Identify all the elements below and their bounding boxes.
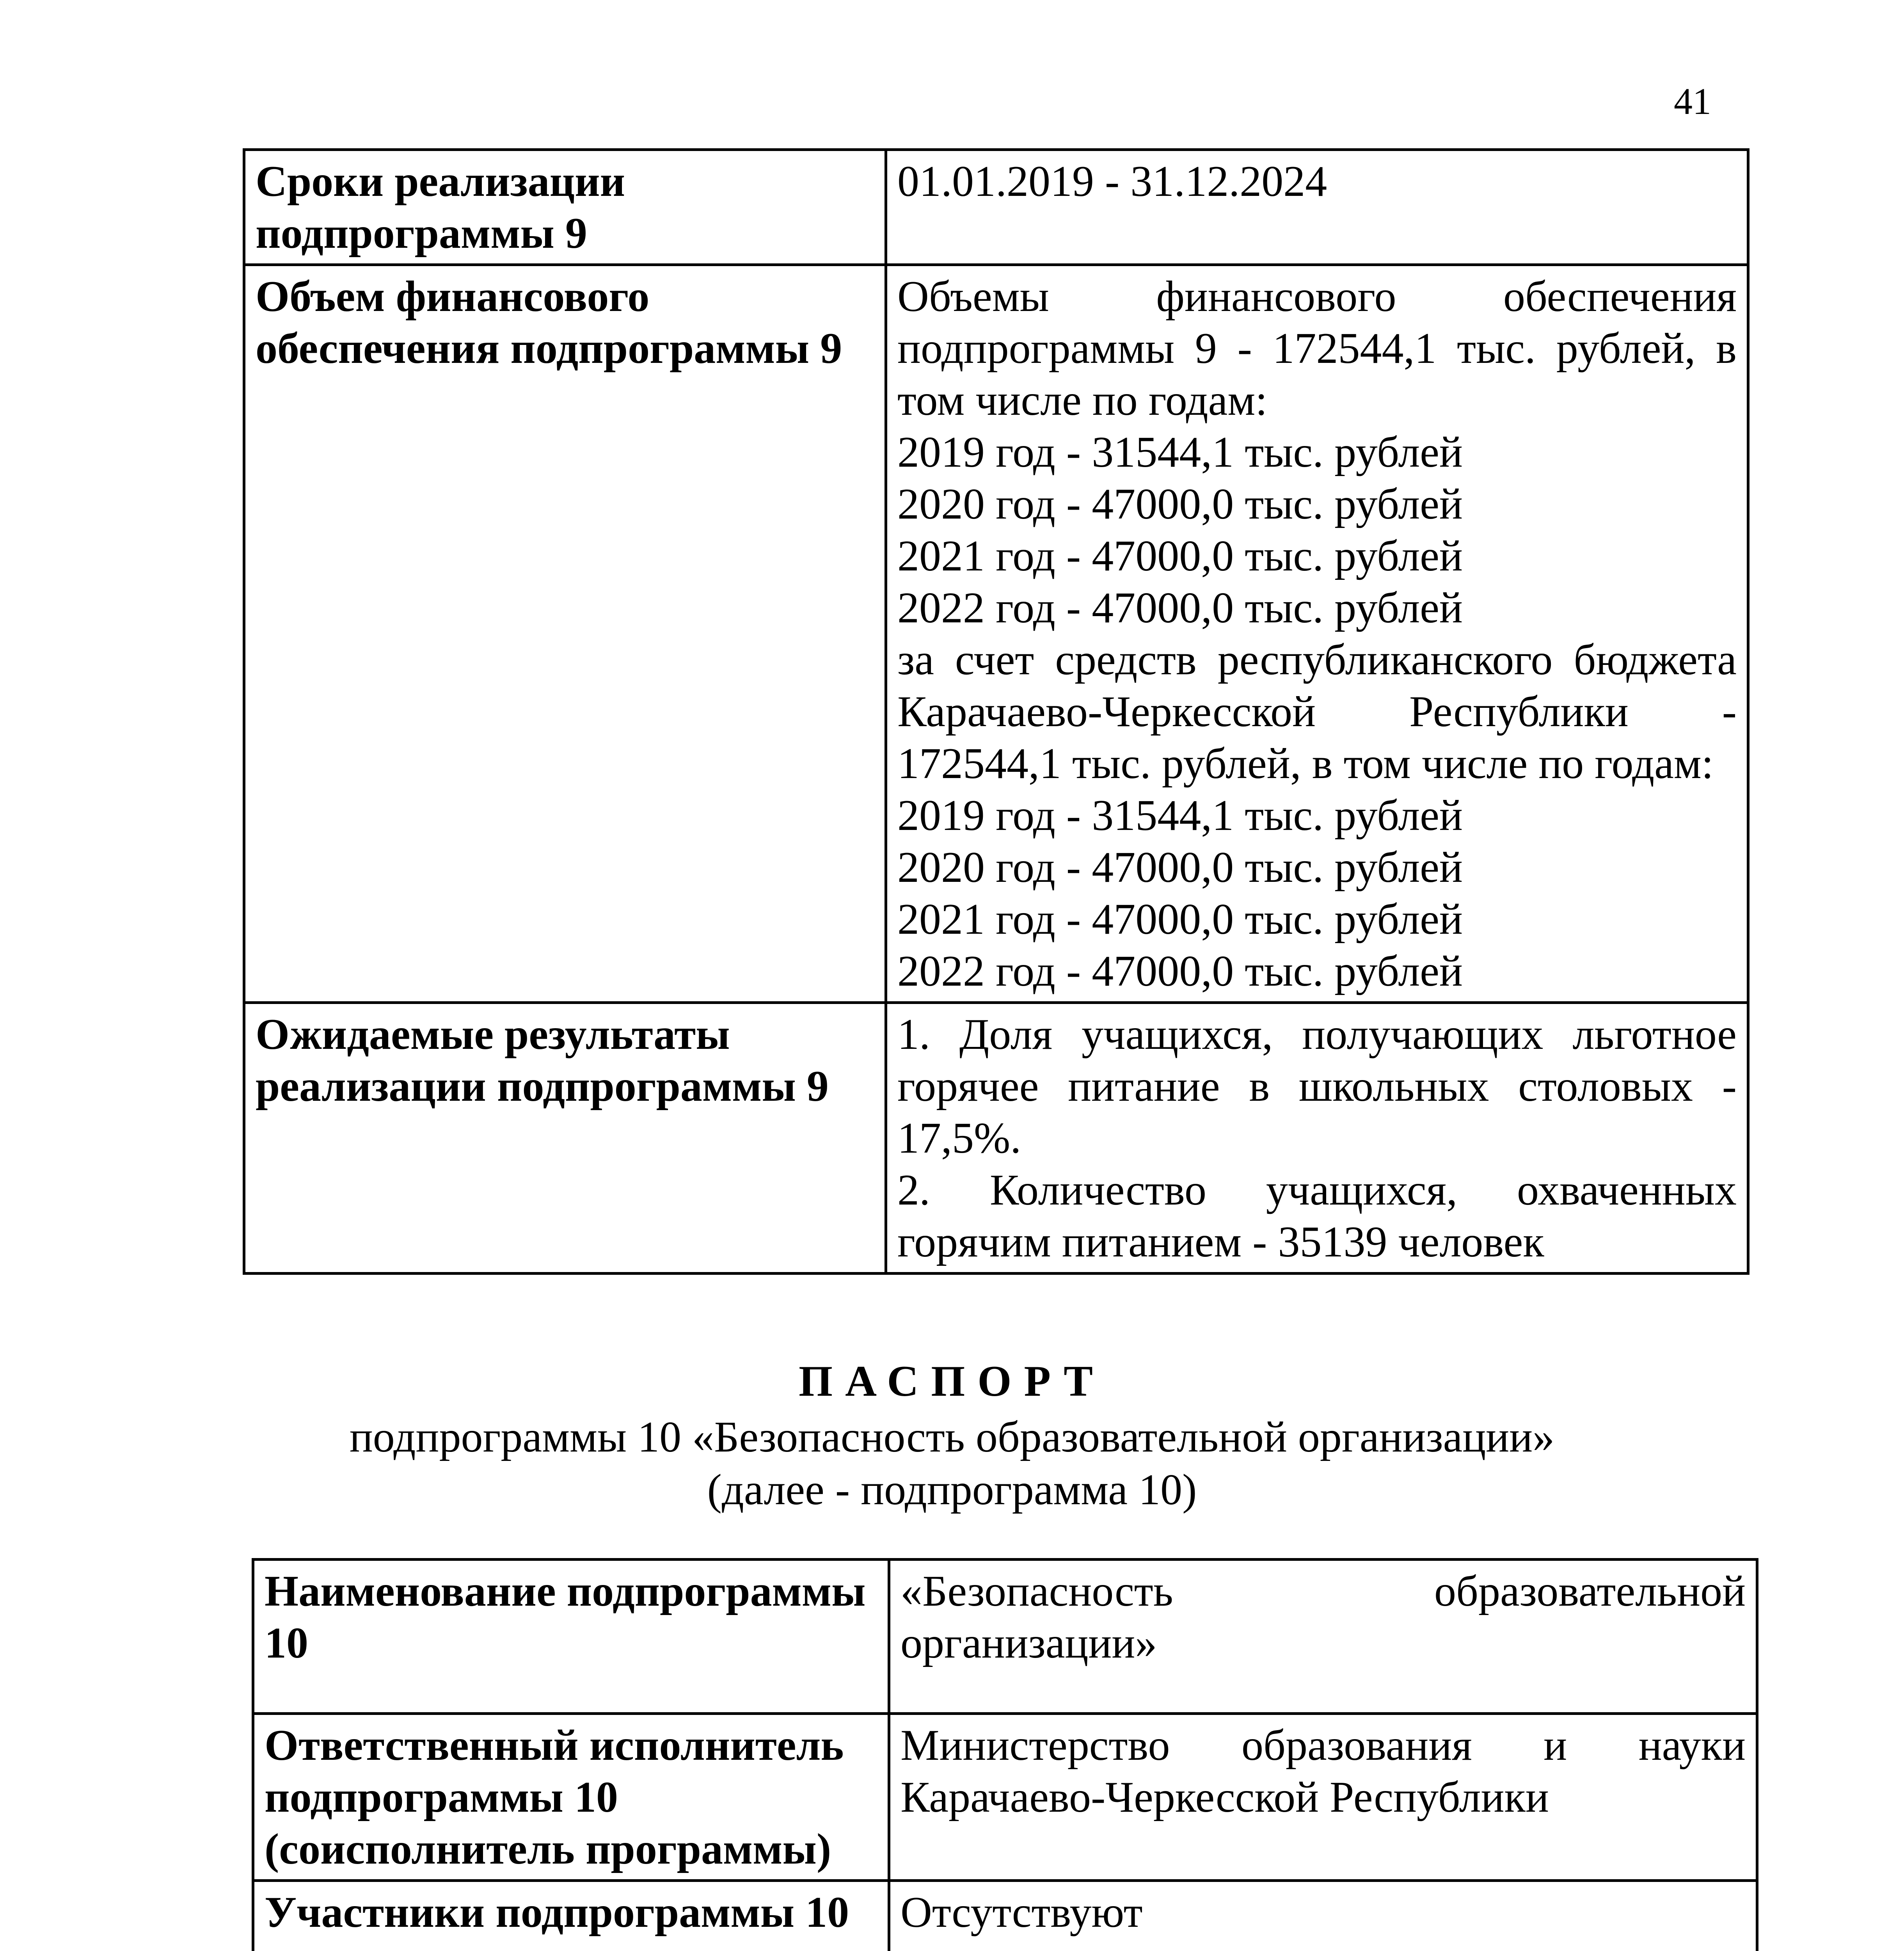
value-line: 2021 год - 47000,0 тыс. рублей bbox=[897, 895, 1463, 944]
value-line: 2020 год - 47000,0 тыс. рублей bbox=[897, 480, 1463, 528]
value-line: «Безопасность образовательной организации» bbox=[900, 1567, 1746, 1667]
value-line: 2020 год - 47000,0 тыс. рублей bbox=[897, 843, 1463, 892]
value-line: Министерство образования и науки Карачаево-Черкесской Республики bbox=[900, 1721, 1746, 1821]
page-number: 41 bbox=[1674, 80, 1711, 122]
row-value-subprogram-name bbox=[889, 1560, 1757, 1714]
row-label-financing-volume: Объем финансового обеспечения подпрограммы 9 bbox=[244, 265, 886, 1003]
table-row bbox=[244, 265, 1748, 1003]
row-value-implementation-period bbox=[886, 150, 1748, 265]
subprogram-10-passport-table bbox=[252, 1558, 1758, 1951]
subprogram-9-passport-table bbox=[243, 148, 1749, 1275]
row-label-subprogram-name: Наименование подпрограммы 10 bbox=[253, 1560, 889, 1714]
value-line: 2019 год - 31544,1 тыс. рублей bbox=[897, 791, 1463, 840]
row-value-financing-volume bbox=[886, 265, 1748, 1003]
row-label-participants: Участники подпрограммы 10 bbox=[253, 1881, 889, 1951]
passport-title: ПАСПОРТ bbox=[798, 1357, 1106, 1406]
row-label-responsible-executor: Ответственный исполнитель подпрограммы 10 (соисполнитель программы) bbox=[253, 1714, 889, 1881]
value-line: Отсутствуют bbox=[900, 1888, 1143, 1937]
row-value-expected-results bbox=[886, 1003, 1748, 1274]
row-value-participants bbox=[889, 1881, 1757, 1951]
row-value-responsible-executor bbox=[889, 1714, 1757, 1881]
value-line: 01.01.2019 - 31.12.2024 bbox=[897, 157, 1327, 206]
value-line: 2. Количество учащихся, охваченных горячим питанием - 35139 человек bbox=[897, 1166, 1737, 1266]
row-label-expected-results: Ожидаемые результаты реализации подпрограммы 9 bbox=[244, 1003, 886, 1274]
table-row bbox=[253, 1881, 1757, 1951]
table-row bbox=[244, 150, 1748, 265]
passport-subtitle-note: (далее - подпрограмма 10) bbox=[707, 1466, 1197, 1514]
value-line: 2022 год - 47000,0 тыс. рублей bbox=[897, 584, 1463, 632]
passport-subtitle: подпрограммы 10 «Безопасность образовательной организации» bbox=[349, 1413, 1555, 1461]
value-line: 2022 год - 47000,0 тыс. рублей bbox=[897, 947, 1463, 995]
value-line: Объемы финансового обеспечения подпрограммы 9 - 172544,1 тыс. рублей, в том числе по годам: bbox=[897, 272, 1737, 425]
value-line: 2021 год - 47000,0 тыс. рублей bbox=[897, 532, 1463, 580]
table-row bbox=[253, 1714, 1757, 1881]
value-line: за счет средств республиканского бюджета Карачаево-Черкесской Республики - 172544,1 тыс. рублей, в том числе по годам: bbox=[897, 636, 1737, 788]
row-label-implementation-period: Сроки реализации подпрограммы 9 bbox=[244, 150, 886, 265]
table-row bbox=[244, 1003, 1748, 1274]
value-line: 1. Доля учащихся, получающих льготное горячее питание в школьных столовых - 17,5%. bbox=[897, 1010, 1737, 1162]
value-line: 2019 год - 31544,1 тыс. рублей bbox=[897, 428, 1463, 476]
table-row bbox=[253, 1560, 1757, 1714]
